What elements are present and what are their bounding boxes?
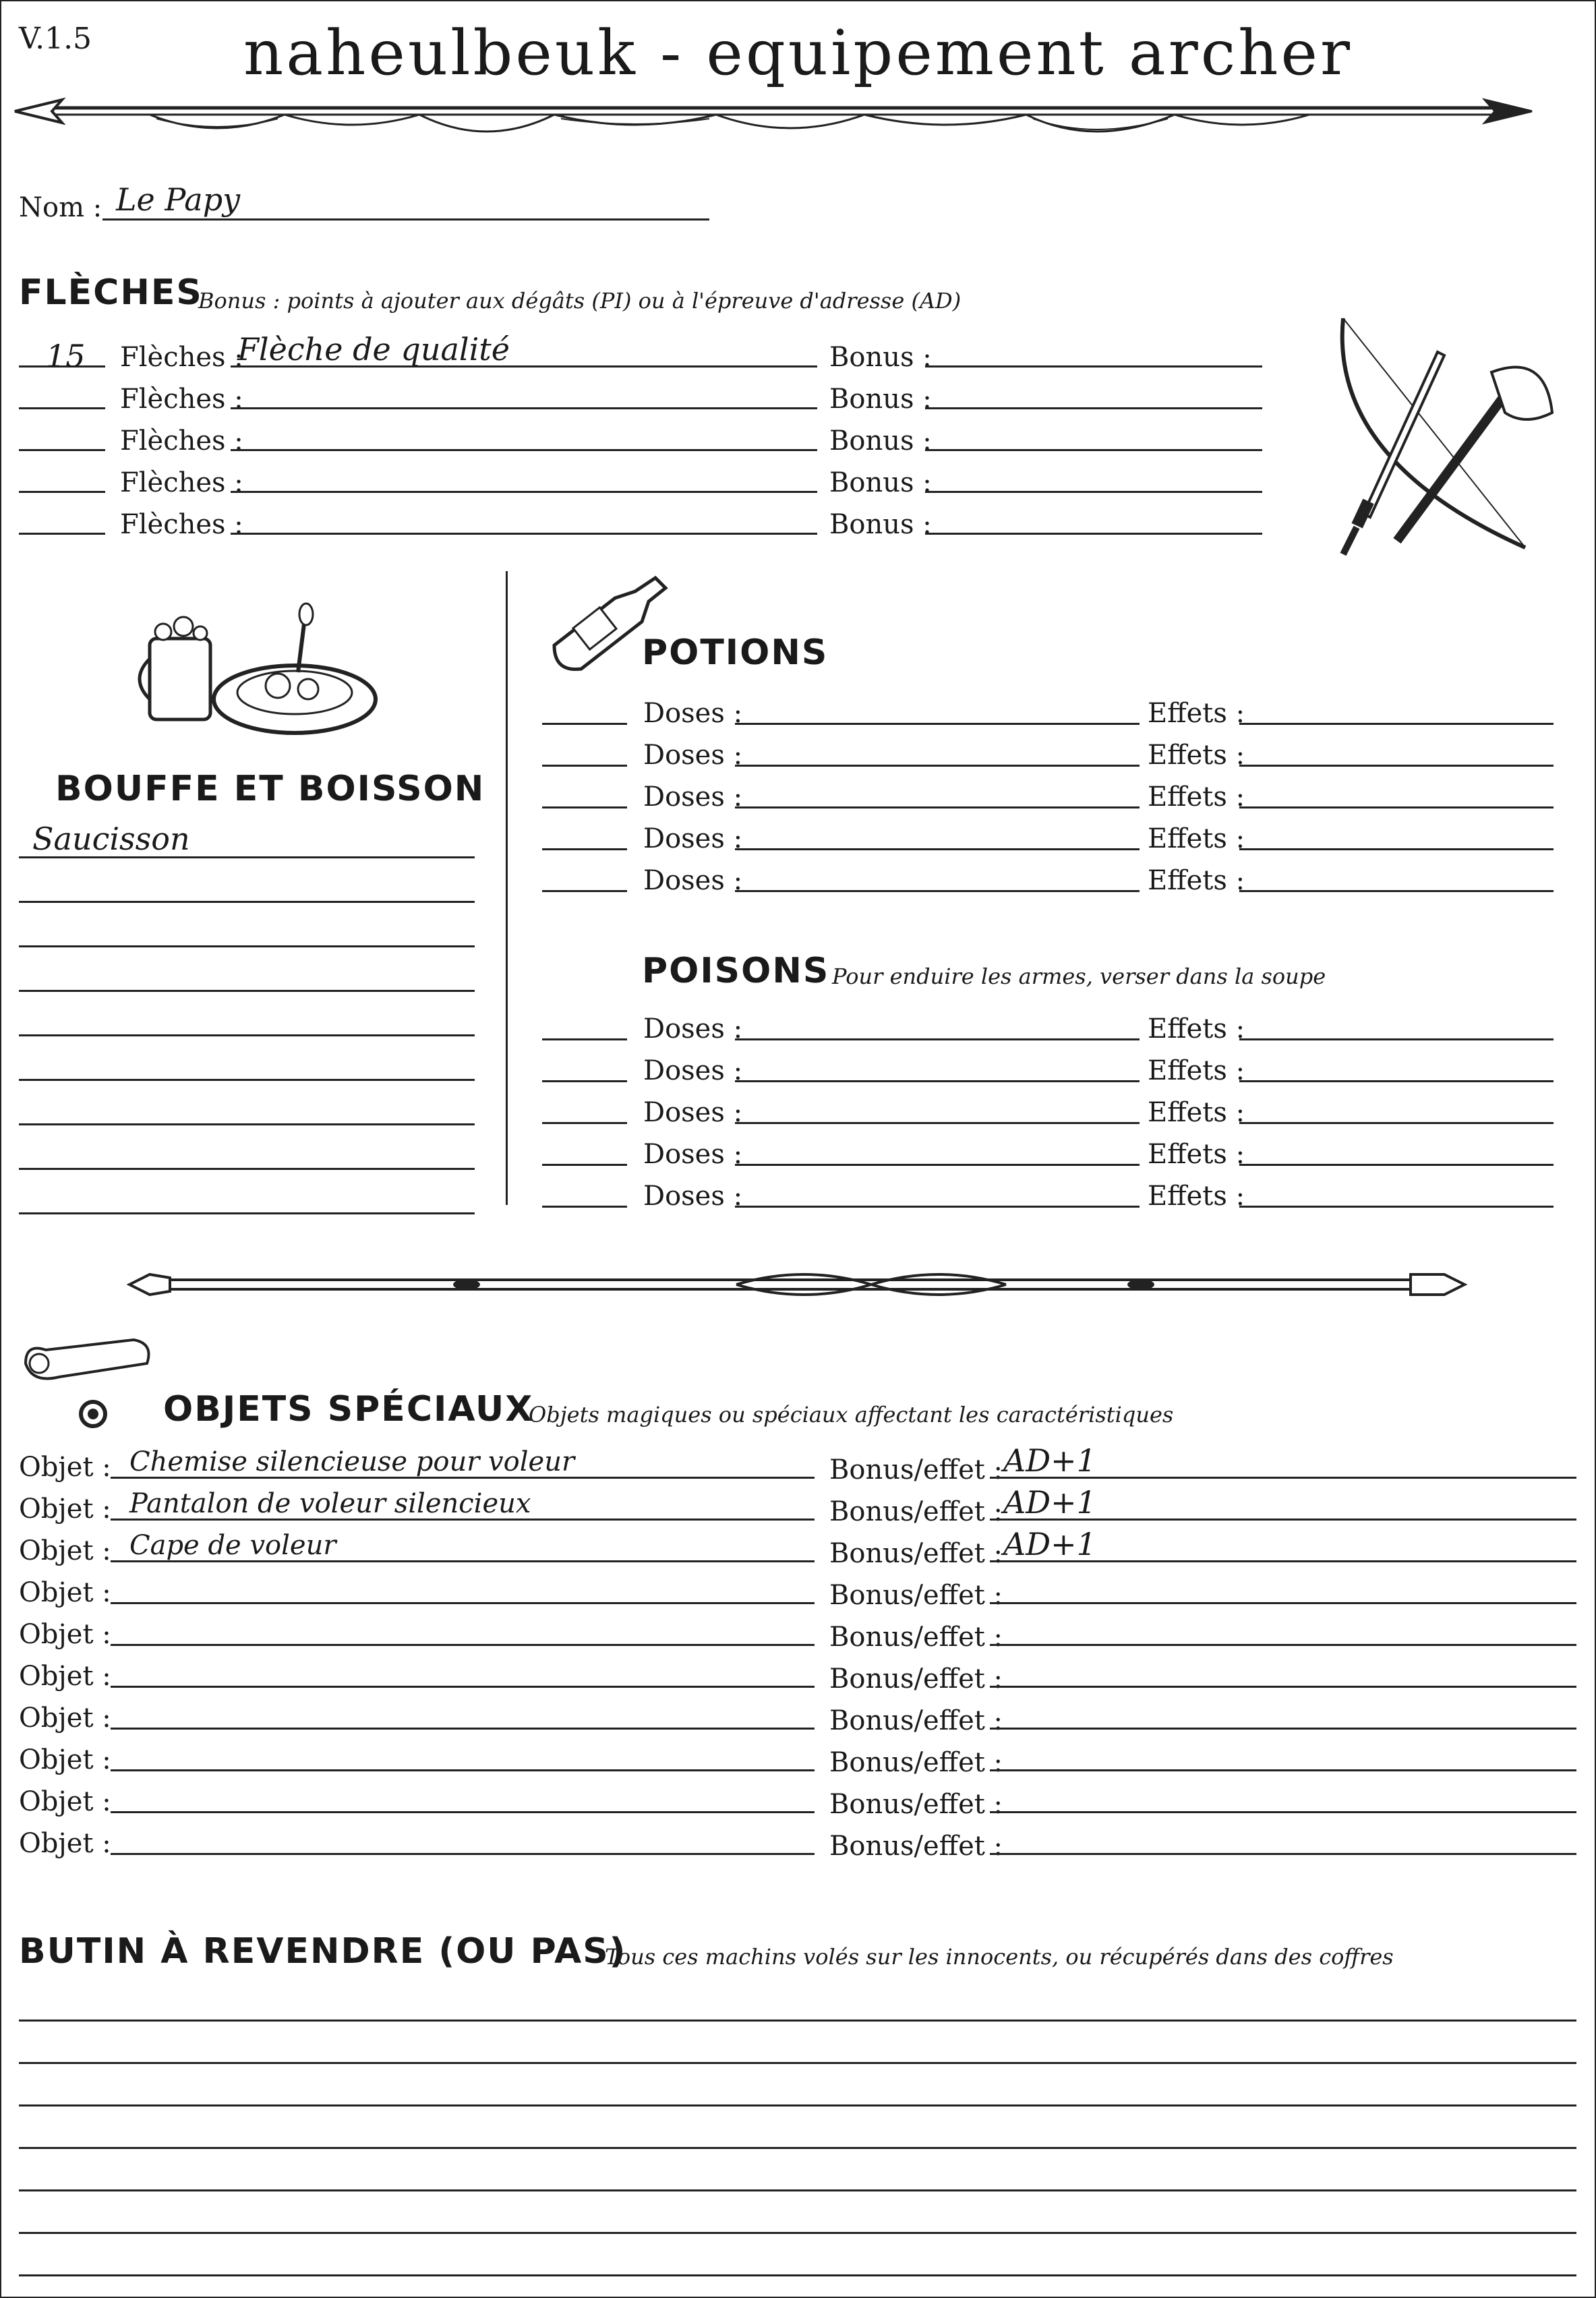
fleches-bonus-line [925,491,1262,493]
poisons-effets-line [1239,1080,1554,1082]
bouffe-line [19,945,475,947]
objet-bonus-label: Bonus/effet : [829,1663,1003,1695]
potions-qty-line [542,848,627,850]
objet-bonus-label: Bonus/effet : [829,1789,1003,1820]
poisons-effets-label: Effets : [1148,1013,1245,1044]
butin-title: BUTIN À REVENDRE (OU PAS) [19,1931,627,1972]
poisons-doses-label: Doses : [643,1055,743,1086]
potions-effets-label: Effets : [1148,740,1245,771]
arrow-divider-icon [15,88,1532,148]
fleches-item-label: Flèches : [120,342,243,373]
objet-label: Objet : [19,1744,111,1775]
poisons-effets-line [1239,1206,1554,1208]
potions-doses-line [735,848,1140,850]
fleches-bonus-label: Bonus : [829,425,932,456]
objet-bonus-line [990,1811,1576,1813]
objet-bonus-line [990,1602,1576,1604]
potions-doses-label: Doses : [643,782,743,813]
fleches-name-line [231,449,817,451]
page-title: naheulbeuk - equipement archer [243,17,1353,89]
fleches-qty-line [19,449,105,451]
fleches-item-label: Flèches : [120,425,243,456]
poisons-qty-line [542,1080,627,1082]
objet-name-line [111,1728,815,1730]
objet-bonus-label: Bonus/effet : [829,1538,1003,1569]
poisons-qty-line [542,1038,627,1040]
poisons-title: POISONS [642,951,830,991]
fleches-subtitle: Bonus : points à ajouter aux dégâts (PI) ou à l'épreuve d'adresse (AD) [198,288,962,314]
objet-name-line [111,1811,815,1813]
bouffe-line [19,1212,475,1214]
butin-line [19,2232,1576,2234]
nom-line [102,218,709,220]
objet-label: Objet : [19,1452,111,1483]
butin-line [19,2274,1576,2276]
mug-plate-icon [136,605,379,740]
bouffe-value[interactable]: Saucisson [32,821,190,857]
objets-subtitle: Objets magiques ou spéciaux affectant les caractéristiques [529,1402,1174,1427]
bouffe-line [19,1034,475,1036]
poisons-doses-label: Doses : [643,1097,743,1128]
objet-label: Objet : [19,1494,111,1525]
objet-label: Objet : [19,1786,111,1817]
objet-name-line [111,1602,815,1604]
butin-line [19,2062,1576,2064]
fleches-item-label: Flèches : [120,384,243,415]
fleches-bonus-line [925,365,1262,367]
objet-bonus-line [990,1853,1576,1855]
potions-qty-line [542,723,627,725]
potions-effets-label: Effets : [1148,865,1245,896]
potions-doses-label: Doses : [643,823,743,854]
fleches-bonus-label: Bonus : [829,509,932,540]
scroll-ring-icon [19,1336,160,1431]
column-divider [506,571,508,1205]
staff-divider-icon [129,1261,1465,1308]
potions-doses-line [735,806,1140,808]
objet-label: Objet : [19,1661,111,1692]
poisons-doses-label: Doses : [643,1181,743,1212]
poisons-qty-line [542,1164,627,1166]
objet-bonus-line [990,1686,1576,1688]
poisons-effets-line [1239,1038,1554,1040]
bouffe-line [19,990,475,992]
poisons-doses-line [735,1122,1140,1124]
poisons-doses-label: Doses : [643,1013,743,1044]
fleches-qty-line [19,407,105,409]
fleches-name-value[interactable]: Flèche de qualité [237,331,510,367]
objet-bonus-label: Bonus/effet : [829,1705,1003,1736]
fleches-qty-line [19,533,105,535]
bouffe-title: BOUFFE ET BOISSON [55,769,485,809]
potions-effets-line [1239,848,1554,850]
objet-label: Objet : [19,1619,111,1650]
fleches-qty-value[interactable]: 15 [46,338,86,374]
objet-bonus-label: Bonus/effet : [829,1580,1003,1611]
poisons-qty-line [542,1122,627,1124]
fleches-bonus-line [925,449,1262,451]
bouffe-line [19,1079,475,1081]
objet-label: Objet : [19,1828,111,1859]
fleches-bonus-line [925,407,1262,409]
fleches-item-label: Flèches : [120,509,243,540]
bow-sword-axe-icon [1323,312,1572,561]
objet-name-value[interactable]: Chemise silencieuse pour voleur [129,1446,575,1477]
objet-name-line [111,1853,815,1855]
poisons-effets-label: Effets : [1148,1097,1245,1128]
nom-label: Nom : [19,192,102,223]
potions-doses-line [735,890,1140,892]
objet-bonus-value[interactable]: AD+1 [1003,1526,1096,1562]
objet-name-value[interactable]: Cape de voleur [129,1530,336,1561]
objet-bonus-line [990,1769,1576,1771]
potions-effets-line [1239,806,1554,808]
potions-effets-label: Effets : [1148,698,1245,729]
potions-qty-line [542,806,627,808]
potions-effets-line [1239,765,1554,767]
objet-bonus-value[interactable]: AD+1 [1003,1442,1096,1479]
poisons-doses-line [735,1206,1140,1208]
objet-bonus-label: Bonus/effet : [829,1496,1003,1527]
poisons-subtitle: Pour enduire les armes, verser dans la soupe [832,964,1326,989]
fleches-item-label: Flèches : [120,467,243,498]
objet-name-line [111,1644,815,1646]
potions-doses-line [735,765,1140,767]
objet-name-line [111,1769,815,1771]
fleches-bonus-label: Bonus : [829,342,932,373]
fleches-name-line [231,491,817,493]
fleches-bonus-line [925,533,1262,535]
poisons-doses-line [735,1164,1140,1166]
potions-qty-line [542,890,627,892]
objet-label: Objet : [19,1577,111,1608]
objet-bonus-line [990,1728,1576,1730]
potions-qty-line [542,765,627,767]
fleches-bonus-label: Bonus : [829,384,932,415]
poisons-effets-label: Effets : [1148,1139,1245,1170]
poisons-effets-label: Effets : [1148,1181,1245,1212]
butin-line [19,2147,1576,2149]
fleches-name-line [231,533,817,535]
butin-line [19,2189,1576,2191]
bouffe-line [19,1168,475,1170]
objet-bonus-label: Bonus/effet : [829,1831,1003,1862]
poisons-qty-line [542,1206,627,1208]
butin-subtitle: Tous ces machins volés sur les innocents, ou récupérés dans des coffres [605,1944,1394,1970]
bouffe-line [19,901,475,903]
poisons-doses-label: Doses : [643,1139,743,1170]
fleches-bonus-label: Bonus : [829,467,932,498]
poisons-doses-line [735,1080,1140,1082]
objet-label: Objet : [19,1535,111,1566]
version-label: V.1.5 [19,22,92,56]
objet-label: Objet : [19,1703,111,1734]
poisons-effets-label: Effets : [1148,1055,1245,1086]
objet-bonus-label: Bonus/effet : [829,1747,1003,1778]
objet-bonus-value[interactable]: AD+1 [1003,1484,1096,1521]
potions-title: POTIONS [642,632,829,673]
fleches-qty-line [19,491,105,493]
potions-effets-label: Effets : [1148,782,1245,813]
potions-effets-line [1239,890,1554,892]
bouffe-line [19,1123,475,1125]
poisons-doses-line [735,1038,1140,1040]
objet-name-value[interactable]: Pantalon de voleur silencieux [129,1488,531,1519]
objet-bonus-label: Bonus/effet : [829,1622,1003,1653]
potions-doses-label: Doses : [643,865,743,896]
potions-effets-label: Effets : [1148,823,1245,854]
objet-bonus-line [990,1644,1576,1646]
potions-doses-label: Doses : [643,698,743,729]
poisons-effets-line [1239,1164,1554,1166]
objet-name-line [111,1686,815,1688]
potions-effets-line [1239,723,1554,725]
butin-line [19,2104,1576,2106]
nom-value[interactable]: Le Papy [116,181,241,218]
fleches-name-line [231,407,817,409]
butin-line [19,2020,1576,2022]
objets-title: OBJETS SPÉCIAUX [163,1389,534,1430]
poisons-effets-line [1239,1122,1554,1124]
fleches-title: FLÈCHES [19,272,203,313]
potions-doses-label: Doses : [643,740,743,771]
potions-doses-line [735,723,1140,725]
objet-bonus-label: Bonus/effet : [829,1454,1003,1485]
